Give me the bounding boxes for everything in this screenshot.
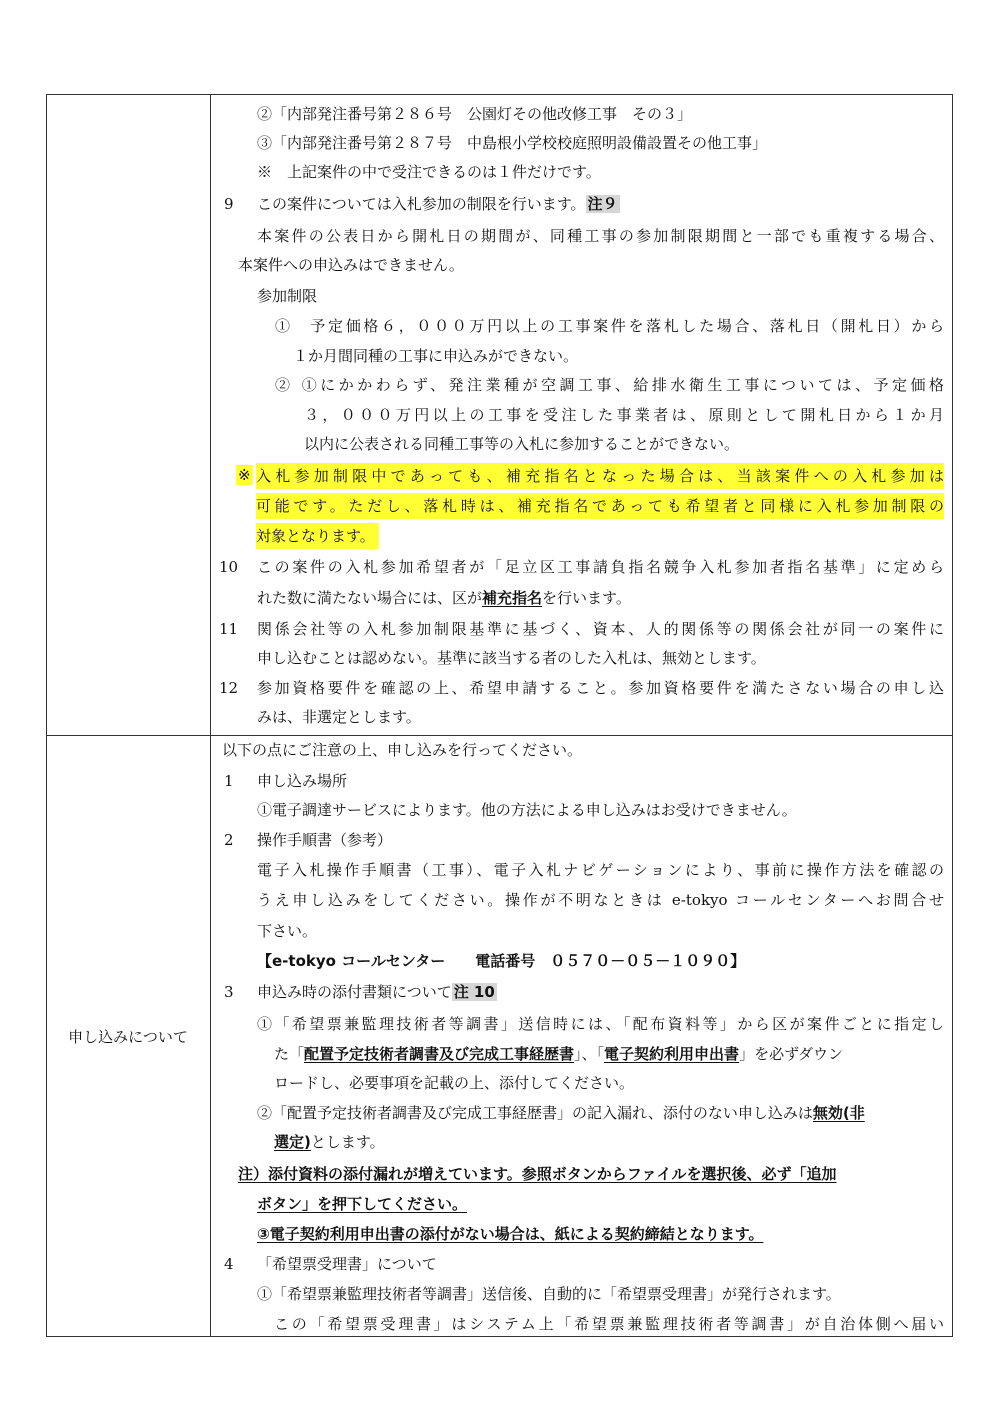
item-12-line-1: 参加資格要件を確認の上、希望申請すること。参加資格要件を満たさない場合の申し込 — [257, 679, 944, 697]
required-doc-econtract: 電子契約利用申出書 — [604, 1045, 740, 1063]
row-divider — [46, 735, 953, 736]
app-para-3e — [274, 1132, 385, 1152]
app-heading-4: 「希望票受理書」について — [257, 1255, 437, 1273]
app-para-2c: 下さい。 — [257, 922, 318, 940]
highlight-mark: ※ — [238, 466, 251, 484]
app-para-4b: この「希望票受理書」はシステム上「希望票兼監理技術者等調書」が自治体側へ届い — [274, 1315, 944, 1333]
restriction-rule-2b: ３，０００万円以上の工事を受注した事業者は、原則として開札日から１か月 — [304, 406, 944, 424]
app-heading-3-text: 申込み時の添付書類について — [257, 983, 452, 1001]
restriction-rule-1b: １か月間同種の工事に申込みができない。 — [293, 347, 579, 365]
note-9-badge: 注９ — [587, 195, 618, 213]
app-heading-3 — [257, 982, 497, 1002]
highlight-line-1: 入札参加制限中であっても、補充指名となった場合は、当該案件への入札参加は — [256, 463, 944, 489]
attachment-warning-1: 注）添付資料の添付漏れが増えています。参照ボタンからファイルを選択後、必ず「追加 — [238, 1165, 837, 1183]
note-one-case: ※ 上記案件の中で受注できるのは１件だけです。 — [257, 163, 601, 181]
document-table — [46, 94, 953, 1337]
restriction-text: この案件については入札参加の制限を行います。 — [257, 195, 586, 213]
invalid-label: 無効(非 — [812, 1104, 865, 1122]
econtract-warning: ③電子契約利用申出書の添付がない場合は、紙による契約締結となります。 — [257, 1225, 764, 1243]
highlight-line-2: 可能です。ただし、落札時は、補充指名であっても希望者と同様に入札参加制限の — [256, 493, 944, 519]
text-segment: ②「配置予定技術者調書及び完成工事経歴書」の記入漏れ、添付のない申し込みは — [257, 1104, 813, 1122]
restriction-desc-2: 本案件への申込みはできません。 — [238, 256, 464, 274]
row-label-application: 申し込みについて — [68, 1028, 188, 1046]
app-heading-1: 申し込み場所 — [257, 772, 348, 790]
text-segment: 」、「 — [574, 1045, 605, 1063]
app-para-2b: うえ申し込みをしてください。操作が不明なときは e-tokyo コールセンターへお問合せ — [257, 891, 944, 909]
item-10-text-c: を行います。 — [542, 589, 631, 607]
restriction-desc-1: 本案件の公表日から開札日の期間が、同種工事の参加制限期間と一部でも重複する場合、 — [257, 227, 944, 245]
app-para-4a: ①「希望票兼監理技術者等調書」送信後、自動的に「希望票受理書」が発行されます。 — [257, 1285, 841, 1303]
highlight-line-3: 対象となります。 — [256, 523, 379, 549]
item-number-9: 9 — [224, 195, 234, 213]
app-para-3c: ロードし、必要事項を記載の上、添付してください。 — [274, 1074, 635, 1092]
restriction-rule-2a: ② ①にかかわらず、発注業種が空調工事、給排水衛生工事については、予定価格 — [275, 376, 944, 394]
text-segment: 」を必ずダウン — [739, 1045, 844, 1063]
app-para-3b — [274, 1044, 843, 1064]
item-10-line-2 — [257, 588, 631, 608]
restriction-title: 参加制限 — [257, 287, 318, 305]
app-number-3: 3 — [224, 983, 234, 1001]
restriction-rule-1a: ① 予定価格６，０００万円以上の工事案件を落札した場合、落札日（開札日）から — [275, 317, 944, 335]
column-divider — [210, 94, 211, 1337]
attachment-warning-2: ボタン」を押下してください。 — [257, 1195, 468, 1213]
application-intro: 以下の点にご注意の上、申し込みを行ってください。 — [222, 741, 583, 759]
app-number-4: 4 — [224, 1255, 234, 1273]
restriction-heading — [257, 194, 620, 214]
non-selection-label: 選定) — [274, 1133, 311, 1151]
item-12-line-2: みは、非選定とします。 — [257, 708, 421, 726]
app-para-1: ①電子調達サービスによります。他の方法による申し込みはお受けできません。 — [257, 801, 797, 819]
item-10-text-a: れた数に満たない場合には、区が — [257, 589, 483, 607]
app-para-2a: 電子入札操作手順書（工事）、電子入札ナビゲーションにより、事前に操作方法を確認の — [257, 861, 944, 879]
app-number-2: 2 — [224, 831, 234, 849]
item-287: ③「内部発注番号第２８７号 中島根小学校校庭照明設備設置その他工事」 — [257, 134, 768, 152]
note-10-badge: 注 10 — [453, 983, 495, 1001]
item-number-11: 11 — [219, 620, 239, 638]
supplementary-nomination: 補充指名 — [482, 589, 543, 607]
text-segment: とします。 — [310, 1133, 385, 1151]
call-center-info: 【e-tokyo コールセンター 電話番号 ０５７０－０５－１０９０】 — [257, 952, 746, 970]
item-number-10: 10 — [219, 558, 239, 576]
item-10-line-1: この案件の入札参加希望者が「足立区工事請負指名競争入札参加者指名基準」に定めら — [257, 558, 944, 576]
item-number-12: 12 — [219, 679, 239, 697]
app-para-3a: ①「希望票兼監理技術者等調書」送信時には、「配布資料等」から区が案件ごとに指定し — [257, 1015, 944, 1033]
required-doc-technician: 配置予定技術者調書及び完成工事経歴書 — [304, 1045, 575, 1063]
app-number-1: 1 — [224, 772, 234, 790]
text-segment: た「 — [274, 1045, 305, 1063]
restriction-rule-2c: 以内に公表される同種工事等の入札に参加することができない。 — [304, 435, 740, 453]
app-heading-2: 操作手順書（参考） — [257, 831, 393, 849]
item-11-line-1: 関係会社等の入札参加制限基準に基づく、資本、人的関係等の関係会社が同一の案件に — [257, 620, 944, 638]
app-para-3d — [257, 1103, 865, 1123]
item-286: ②「内部発注番号第２８６号 公園灯その他改修工事 その３」 — [257, 105, 693, 123]
item-11-line-2: 申し込むことは認めない。基準に該当する者のした入札は、無効とします。 — [257, 649, 766, 667]
